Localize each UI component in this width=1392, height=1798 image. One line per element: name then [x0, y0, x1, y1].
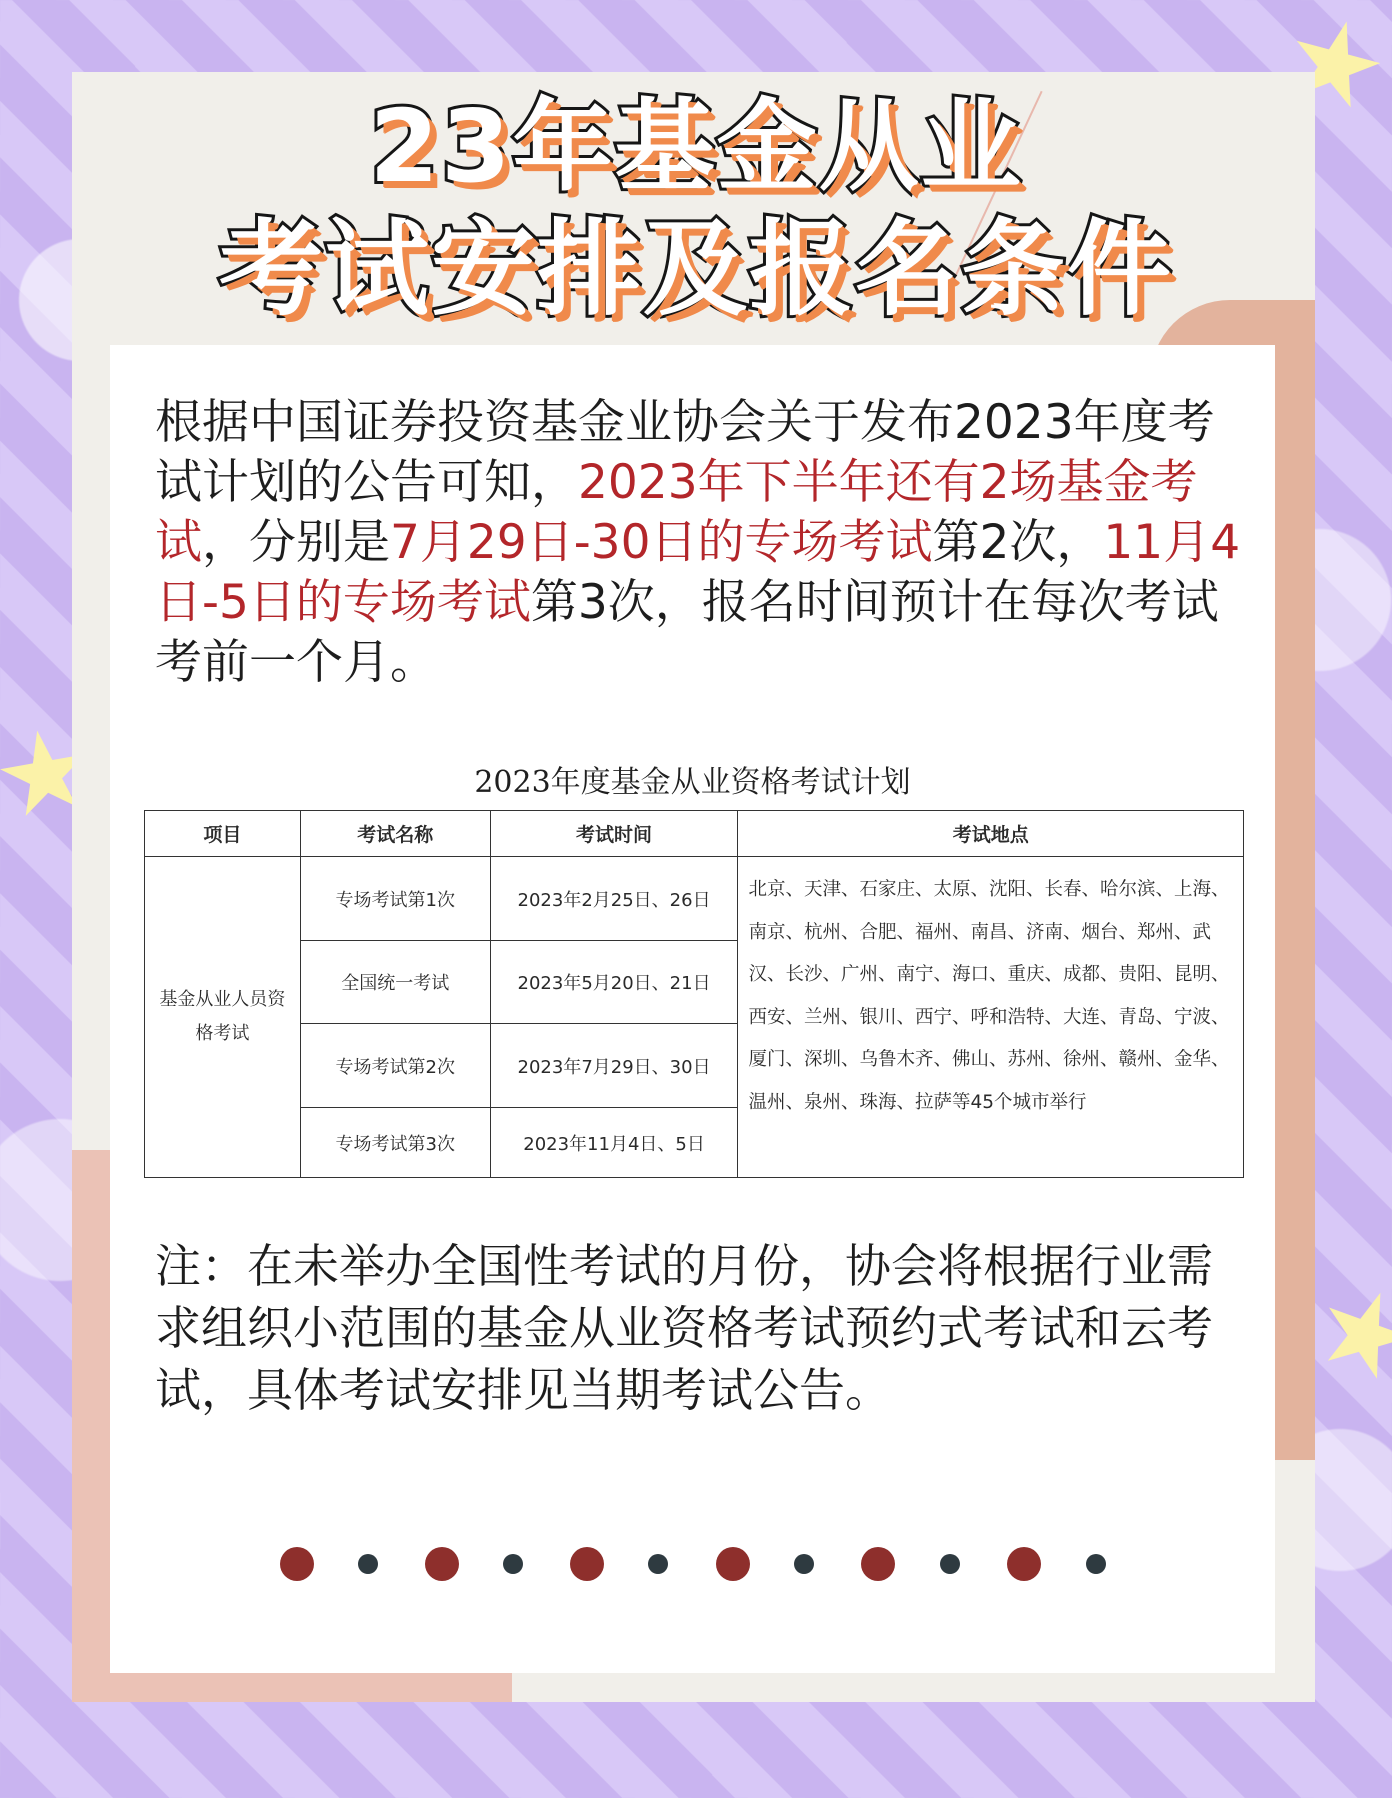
- page-title-line1: 23年基金从业: [369, 88, 1023, 205]
- table-row: [145, 857, 1244, 941]
- exam-time-cell: 2023年11月4日、5日: [490, 1108, 738, 1178]
- star-decoration-icon: [1307, 1277, 1392, 1392]
- exam-name-cell: 全国统一考试: [300, 941, 490, 1024]
- intro-paragraph: [155, 393, 1245, 693]
- intro-highlight: 11月4日-5日的专场考试: [155, 515, 1241, 630]
- dot-divider: [110, 1538, 1275, 1588]
- location-cell: 北京、天津、石家庄、太原、沈阳、长春、哈尔滨、上海、南京、杭州、合肥、福州、南昌、济南、烟台、郑州、武汉、长沙、广州、南宁、海口、重庆、成都、贵阳、昆明、西安、兰州、银川、西宁、呼和浩特、大连、青岛、宁波、厦门、深圳、乌鲁木齐、佛山、苏州、徐州、赣州、金华、温州、泉州、珠海、拉萨等45个城市举行: [738, 857, 1244, 1178]
- divider-dot: [648, 1554, 668, 1574]
- intro-text: 第3次，报名时间预计在每次考试考前一个月。: [155, 575, 1219, 690]
- divider-dot: [425, 1547, 459, 1581]
- table-header-row: [145, 811, 1244, 857]
- divider-dot: [1086, 1554, 1106, 1574]
- project-name: 基金从业人员资格考试: [159, 989, 286, 1044]
- project-cell: [145, 857, 301, 1178]
- exam-plan-table: [144, 810, 1244, 1178]
- exam-name-cell: 专场考试第2次: [300, 1024, 490, 1108]
- header-exam-name: 考试名称: [300, 811, 490, 857]
- exam-time-cell: 2023年7月29日、30日: [490, 1024, 738, 1108]
- exam-time-cell: 2023年2月25日、26日: [490, 857, 738, 941]
- header-project: 项目: [145, 811, 301, 857]
- header-exam-time: 考试时间: [490, 811, 738, 857]
- divider-dot: [358, 1554, 378, 1574]
- intro-text: 根据中国证券投资基金业协会关于发布2023年度考试计划的公告可知，: [155, 395, 1215, 510]
- divider-dot: [503, 1554, 523, 1574]
- divider-dot: [861, 1547, 895, 1581]
- divider-dot: [940, 1554, 960, 1574]
- intro-text: ，分别是: [202, 515, 390, 570]
- decorative-panel: [72, 1150, 112, 1700]
- divider-dot: [1007, 1547, 1041, 1581]
- intro-highlight: 7月29日-30日的专场考试: [390, 515, 933, 570]
- table-title: 2023年度基金从业资格考试计划: [474, 765, 911, 800]
- exam-name-cell: 专场考试第1次: [300, 857, 490, 941]
- exam-name-cell: 专场考试第3次: [300, 1108, 490, 1178]
- header-exam-location: 考试地点: [738, 811, 1244, 857]
- intro-highlight: 2023年下半年还有2场基金考试: [155, 455, 1198, 570]
- exam-time-cell: 2023年5月20日、21日: [490, 941, 738, 1024]
- note-paragraph: 注：在未举办全国性考试的月份，协会将根据行业需求组织小范围的基金从业资格考试预约式考试和云考试，具体考试安排见当期考试公告。: [155, 1239, 1213, 1417]
- divider-dot: [280, 1547, 314, 1581]
- divider-dot: [794, 1554, 814, 1574]
- decorative-panel: [72, 1672, 512, 1702]
- page-title-line2: 考试安排及报名条件: [218, 208, 1173, 330]
- content-card: [110, 345, 1275, 1673]
- intro-text: 第2次，: [932, 515, 1104, 570]
- divider-dot: [570, 1547, 604, 1581]
- divider-dot: [716, 1547, 750, 1581]
